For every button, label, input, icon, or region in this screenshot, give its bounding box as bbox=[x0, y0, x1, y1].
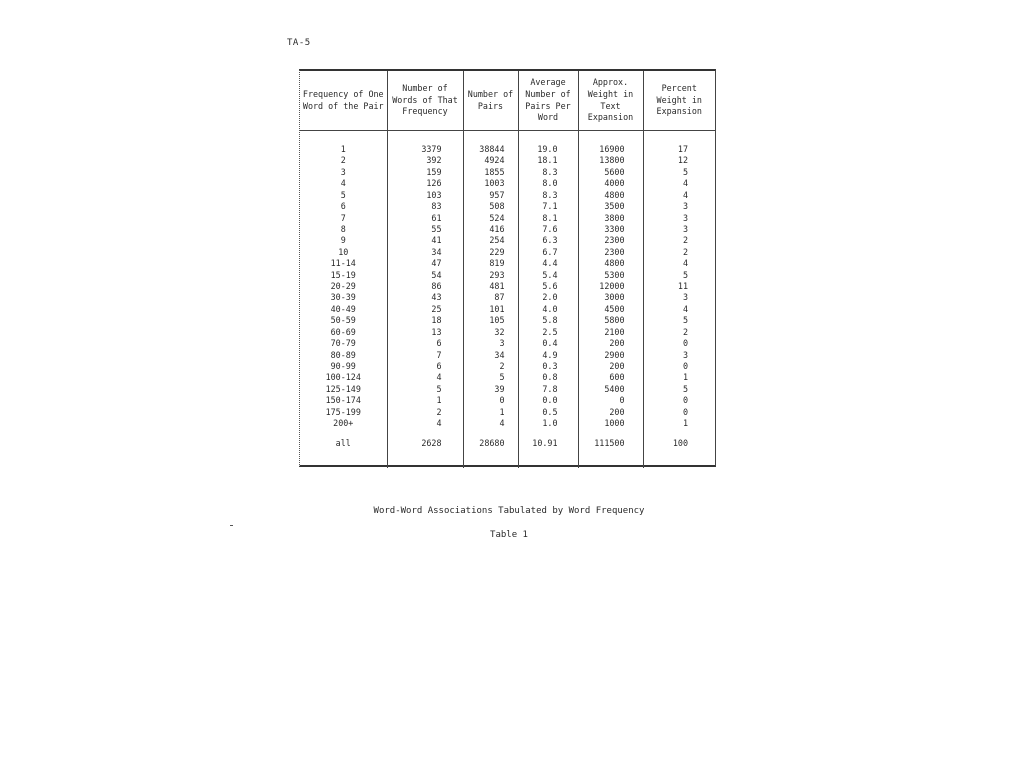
table-cell: 2900 bbox=[578, 350, 643, 361]
table-cell: 175-199 bbox=[325, 406, 361, 417]
table-cell: 54 bbox=[387, 270, 463, 281]
table-cell: 83 bbox=[387, 201, 463, 212]
table-cell: 8.0 bbox=[518, 178, 578, 189]
table-cell: 3800 bbox=[578, 213, 643, 224]
table-cell: 86 bbox=[387, 281, 463, 292]
table-cell: 19.0 bbox=[518, 144, 578, 155]
table-row bbox=[300, 384, 715, 395]
table-cell: 0.8 bbox=[518, 372, 578, 383]
table-cell: 819 bbox=[463, 258, 518, 269]
table-row bbox=[300, 201, 715, 212]
table-row bbox=[300, 338, 715, 349]
table-cell: 0 bbox=[643, 407, 715, 418]
table-cell: 416 bbox=[463, 224, 518, 235]
table-cell: 10 bbox=[338, 246, 349, 257]
table-cell: 3300 bbox=[578, 224, 643, 235]
table-cell: 1 bbox=[340, 144, 346, 154]
table-caption-label: Table 1 bbox=[490, 530, 528, 540]
table-cell: 4000 bbox=[578, 178, 643, 189]
table-row bbox=[300, 361, 715, 372]
table-cell: 6 bbox=[387, 338, 463, 349]
table-cell: 5.6 bbox=[518, 281, 578, 292]
table-cell: 4 bbox=[643, 304, 715, 315]
table-cell: 5 bbox=[643, 270, 715, 281]
table-cell: 8.1 bbox=[518, 213, 578, 224]
table-cell: 1003 bbox=[463, 178, 518, 189]
table-row bbox=[300, 395, 715, 406]
table-row bbox=[300, 178, 715, 189]
table-cell: 28680 bbox=[463, 430, 518, 456]
table-cell: 7 bbox=[387, 350, 463, 361]
table-total-row bbox=[300, 430, 715, 456]
table-cell: 18 bbox=[387, 315, 463, 326]
table-cell: 2 bbox=[340, 155, 346, 166]
table-cell: 5 bbox=[643, 384, 715, 395]
table-cell: 7.1 bbox=[518, 201, 578, 212]
table-cell: 254 bbox=[463, 235, 518, 246]
table-cell: 1.0 bbox=[518, 418, 578, 429]
table-cell: 0.5 bbox=[518, 407, 578, 418]
table-cell: 957 bbox=[463, 190, 518, 201]
table-cell: 3 bbox=[643, 292, 715, 303]
table-cell: 600 bbox=[578, 372, 643, 383]
table-cell: 2300 bbox=[578, 247, 643, 258]
table-cell: 8.3 bbox=[518, 190, 578, 201]
table-cell: 4.9 bbox=[518, 350, 578, 361]
table-cell: 111500 bbox=[578, 430, 643, 456]
spacer-row bbox=[300, 456, 715, 468]
table-cell: 40-49 bbox=[330, 303, 356, 314]
table-cell: 5 bbox=[387, 384, 463, 395]
table-cell: 8 bbox=[340, 223, 346, 234]
table-cell: 5 bbox=[643, 167, 715, 178]
table-cell: 20-29 bbox=[330, 281, 356, 292]
table-cell: 11-14 bbox=[330, 258, 356, 269]
column-header: Number of Words of That Frequency bbox=[387, 71, 463, 131]
table-cell: 43 bbox=[387, 292, 463, 303]
table-row bbox=[300, 155, 715, 166]
table-cell: 1 bbox=[643, 372, 715, 383]
table-row bbox=[300, 258, 715, 269]
table-cell: 5.8 bbox=[518, 315, 578, 326]
table-cell: 2 bbox=[643, 247, 715, 258]
table-cell: 3 bbox=[643, 224, 715, 235]
table-body bbox=[300, 131, 715, 468]
table-cell: 38844 bbox=[463, 144, 518, 155]
table-cell: 4.0 bbox=[518, 304, 578, 315]
table-cell: 5600 bbox=[578, 167, 643, 178]
table-row bbox=[300, 213, 715, 224]
table-cell: 3 bbox=[643, 213, 715, 224]
table-cell: 6 bbox=[387, 361, 463, 372]
table-cell: 159 bbox=[387, 167, 463, 178]
table-row bbox=[300, 144, 715, 155]
table-header-row bbox=[300, 71, 715, 131]
table-cell: 4 bbox=[340, 178, 346, 189]
table-cell: 293 bbox=[463, 270, 518, 281]
table-cell: 2628 bbox=[387, 430, 463, 456]
table-cell: 105 bbox=[463, 315, 518, 326]
table-cell: 6 bbox=[340, 201, 346, 212]
table-cell: 1000 bbox=[578, 418, 643, 429]
table-caption-title: Word-Word Associations Tabulated by Word Frequency bbox=[373, 506, 645, 516]
table-cell: 200+ bbox=[333, 418, 354, 429]
table-cell: 7.8 bbox=[518, 384, 578, 395]
column-header: Frequency of One Word of the Pair bbox=[300, 71, 387, 131]
table-cell: 15-19 bbox=[330, 269, 356, 280]
table-cell: 8.3 bbox=[518, 167, 578, 178]
table-cell: 100 bbox=[643, 430, 715, 456]
table-cell: 2 bbox=[643, 235, 715, 246]
table-cell: 70-79 bbox=[330, 338, 356, 349]
table-cell: 150-174 bbox=[325, 395, 361, 406]
frequency-table bbox=[299, 69, 716, 467]
table-cell: 47 bbox=[387, 258, 463, 269]
table-cell: 1 bbox=[463, 407, 518, 418]
table-cell: 5.4 bbox=[518, 270, 578, 281]
table-cell: all bbox=[335, 437, 351, 448]
table-cell: 200 bbox=[578, 361, 643, 372]
table-cell: 125-149 bbox=[325, 383, 361, 394]
table-cell: 16900 bbox=[578, 144, 643, 155]
table-cell: 87 bbox=[463, 292, 518, 303]
table-cell: 9 bbox=[340, 235, 346, 246]
table-cell: 3379 bbox=[387, 144, 463, 155]
table-cell: 2.0 bbox=[518, 292, 578, 303]
spacer-row bbox=[300, 131, 715, 145]
table-cell: 2 bbox=[643, 327, 715, 338]
table-row bbox=[300, 350, 715, 361]
table-row bbox=[300, 372, 715, 383]
table-cell: 2100 bbox=[578, 327, 643, 338]
table-cell: 7 bbox=[340, 212, 346, 223]
table-row bbox=[300, 281, 715, 292]
table-cell: 60-69 bbox=[330, 326, 356, 337]
table-cell: 17 bbox=[643, 144, 715, 155]
table-cell: 10.91 bbox=[518, 430, 578, 456]
table-cell: 4800 bbox=[578, 190, 643, 201]
table-cell: 1 bbox=[643, 418, 715, 429]
table-row bbox=[300, 407, 715, 418]
table-cell: 39 bbox=[463, 384, 518, 395]
table-cell: 0 bbox=[578, 395, 643, 406]
table-cell: 524 bbox=[463, 213, 518, 224]
table-cell: 1 bbox=[387, 395, 463, 406]
table-cell: 2 bbox=[463, 361, 518, 372]
table-cell: 7.6 bbox=[518, 224, 578, 235]
table-row bbox=[300, 270, 715, 281]
table-cell: 100-124 bbox=[325, 372, 361, 383]
table-cell: 61 bbox=[387, 213, 463, 224]
table-cell: 3 bbox=[643, 350, 715, 361]
table-cell: 50-59 bbox=[330, 315, 356, 326]
table-cell: 0 bbox=[643, 361, 715, 372]
table-cell: 4 bbox=[643, 190, 715, 201]
table-row bbox=[300, 190, 715, 201]
table-cell: 41 bbox=[387, 235, 463, 246]
table-cell: 2300 bbox=[578, 235, 643, 246]
table-row bbox=[300, 247, 715, 258]
table-row bbox=[300, 418, 715, 429]
table-cell: 0.0 bbox=[518, 395, 578, 406]
column-header: Percent Weight in Expansion bbox=[643, 71, 715, 131]
table-row bbox=[300, 327, 715, 338]
table-cell: 1855 bbox=[463, 167, 518, 178]
table-cell: 508 bbox=[463, 201, 518, 212]
table-row bbox=[300, 315, 715, 326]
page-identifier: TA-5 bbox=[287, 38, 311, 48]
table-cell: 90-99 bbox=[330, 361, 356, 372]
table-row bbox=[300, 292, 715, 303]
table-cell: 2 bbox=[387, 407, 463, 418]
table-cell: 13 bbox=[387, 327, 463, 338]
table-cell: 0 bbox=[643, 395, 715, 406]
table-cell: 4 bbox=[463, 418, 518, 429]
table-cell: 5 bbox=[340, 189, 346, 200]
column-header: Approx. Weight in Text Expansion bbox=[578, 71, 643, 131]
table-cell: 25 bbox=[387, 304, 463, 315]
table-cell: 229 bbox=[463, 247, 518, 258]
table-cell: 3000 bbox=[578, 292, 643, 303]
table-cell: 34 bbox=[463, 350, 518, 361]
table-row bbox=[300, 235, 715, 246]
column-header: Number of Pairs bbox=[463, 71, 518, 131]
table-cell: 4500 bbox=[578, 304, 643, 315]
table-cell: 200 bbox=[578, 338, 643, 349]
table-cell: 481 bbox=[463, 281, 518, 292]
table-cell: 12 bbox=[643, 155, 715, 166]
table-cell: 6.7 bbox=[518, 247, 578, 258]
table-cell: 55 bbox=[387, 224, 463, 235]
table-cell: 126 bbox=[387, 178, 463, 189]
table-cell: 0 bbox=[643, 338, 715, 349]
table-cell: 4800 bbox=[578, 258, 643, 269]
table-cell: 3 bbox=[643, 201, 715, 212]
table-cell: 4 bbox=[387, 418, 463, 429]
table-cell: 5800 bbox=[578, 315, 643, 326]
table-cell: 18.1 bbox=[518, 155, 578, 166]
table-cell: 200 bbox=[578, 407, 643, 418]
table-cell: 4 bbox=[387, 372, 463, 383]
table-cell: 3500 bbox=[578, 201, 643, 212]
table-cell: 5 bbox=[463, 372, 518, 383]
table-cell: 5 bbox=[643, 315, 715, 326]
table-cell: 80-89 bbox=[330, 349, 356, 360]
table-cell: 0.3 bbox=[518, 361, 578, 372]
table-cell: 4924 bbox=[463, 155, 518, 166]
table-cell: 5400 bbox=[578, 384, 643, 395]
table-cell: 0.4 bbox=[518, 338, 578, 349]
table-cell: 4 bbox=[643, 258, 715, 269]
table-cell: 4 bbox=[643, 178, 715, 189]
table-cell: 34 bbox=[387, 247, 463, 258]
table-row bbox=[300, 304, 715, 315]
table-cell: 13800 bbox=[578, 155, 643, 166]
table-cell: 103 bbox=[387, 190, 463, 201]
table-cell: 6.3 bbox=[518, 235, 578, 246]
table-cell: 32 bbox=[463, 327, 518, 338]
table-cell: 101 bbox=[463, 304, 518, 315]
table-cell: 5300 bbox=[578, 270, 643, 281]
table-cell: 2.5 bbox=[518, 327, 578, 338]
table-cell: 3 bbox=[463, 338, 518, 349]
table-row bbox=[300, 167, 715, 178]
table-row bbox=[300, 224, 715, 235]
table-cell: 3 bbox=[340, 166, 346, 177]
table-cell: 392 bbox=[387, 155, 463, 166]
table-cell: 4.4 bbox=[518, 258, 578, 269]
table-cell: 30-39 bbox=[330, 292, 356, 303]
frequency-table-grid bbox=[300, 71, 715, 468]
table-cell: 12000 bbox=[578, 281, 643, 292]
stray-mark bbox=[230, 525, 233, 526]
table-cell: 11 bbox=[643, 281, 715, 292]
column-header: Average Number of Pairs Per Word bbox=[518, 71, 578, 131]
table-cell: 0 bbox=[463, 395, 518, 406]
